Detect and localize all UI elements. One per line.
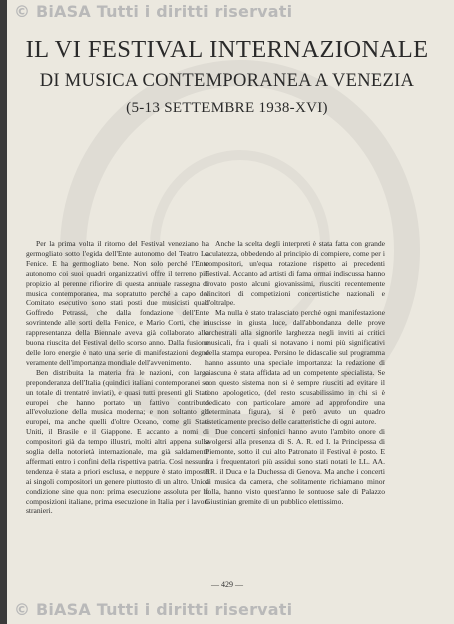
paragraph: Due concerti sinfonici hanno avuto l'ambito onore di svolgersi alla presenza di S. A. R. ed I. la Principessa di Piemonte, sotto il cui alto Patronato il Festival è posto. E fra i frequentatori più assidui sono stati notati le LL. AA. RR. il Duca e la Duchessa di Genova. Ma anche i concerti di musica da camera, che solitamente richiamano minor folla, hanno visto quest'anno le sontuose sale di Palazzo Giustinian gremite di un pubblico elettissimo. [205, 427, 385, 506]
page-number: — 429 — [211, 580, 243, 589]
copyright-watermark-bottom: © BiASA Tutti i diritti riservati [14, 600, 293, 619]
text-column-left [26, 239, 209, 516]
article-subtitle: DI MUSICA CONTEMPORANEA A VENEZIA [39, 71, 415, 91]
text-column-right [205, 239, 385, 506]
paragraph: Anche la scelta degli interpreti è stata fatta con grande oculatezza, obbedendo al principio di compiere, come per i compositori, un'equa rotazione rispetto ai precedenti Festival. Accanto ad artisti di fama ormai indiscussa hanno trovato posto alcuni giovanissimi, riusciti recentemente vincitori di competizioni concertistiche nazionali e d'oltralpe. [205, 239, 385, 308]
article-dates: (5-13 SETTEMBRE 1938-XVI) [126, 100, 328, 116]
paragraph: Per la prima volta il ritorno del Festival veneziano ha germogliato sotto l'egida dell'Ente autonomo del Teatro La Fenice. E ha germogliato bene. Non solo perché l'Ente autonomo coi suoi quadri organizzativi offre il terreno più propizio al perenne rifiorire di questa annuale rassegna di musica contemporanea, ma sopratutto perché a capo del Comitato esecutivo sono stati posti due musicisti quali Goffredo Petrassi, che dalla fondazione dell'Ente sovrintende alle sorti della Fenice, e Mario Corti, che in rappresentanza della Biennale aveva già collaborato alla buona riuscita del Festival dello scorso anno. Dalla fusione delle loro energie è nato una serie di manifestazioni degne veramente dell'importanza mondiale dell'avvenimento. [26, 239, 209, 367]
paragraph: Ben distribuita la materia fra le nazioni, con larga preponderanza dell'Italia (quindici italiani contemporanei su un totale di trentatré inviati), e quasi tutti presenti gli Stati europei che hanno portato un fattivo contributo all'evoluzione della musica moderna; e non soltanto gli europei, ma anche quelli d'oltre Oceano, come gli Stati Uniti, il Brasile e il Giappone. E accanto a nomi di compositori già da tempo illustri, molti altri appena sulla soglia della notorietà internazionale, ma già saldamente affermati entro i confini della rispettiva patria. Così nessuna tendenza è stata a priori esclusa, e neppure è stato imposto ai singoli compositori un genere piuttosto di un altro. Unica condizione sine qua non: prima esecuzione assoluta per le composizioni italiane, prima esecuzione in Italia per i lavori stranieri. [26, 367, 209, 516]
paragraph: Ma nulla è stato tralasciato perché ogni manifestazione riuscisse in giusta luce, dall'abbondanza delle prove orchestrali alla signorile larghezza negli inviti ai critici musicali, fra i quali si notavano i nomi più significativi della stampa europea. Persino le didascalie sul programma hanno assunto una speciale importanza: la redazione di ciascuna è stata affidata ad un competente specialista. Se con questo sistema non si è sempre riusciti ad evitare il tono apologetico, (del resto scusabilissimo in chi si è dedicato con particolare amore ad approfondire una determinata figura), si è però avuto un quadro esteticamente preciso delle caratteristiche di ogni autore. [205, 308, 385, 427]
article-title: IL VI FESTIVAL INTERNAZIONALE [25, 36, 429, 63]
copyright-watermark-top: © BiASA Tutti i diritti riservati [14, 2, 293, 21]
page-binding-edge [0, 0, 7, 624]
